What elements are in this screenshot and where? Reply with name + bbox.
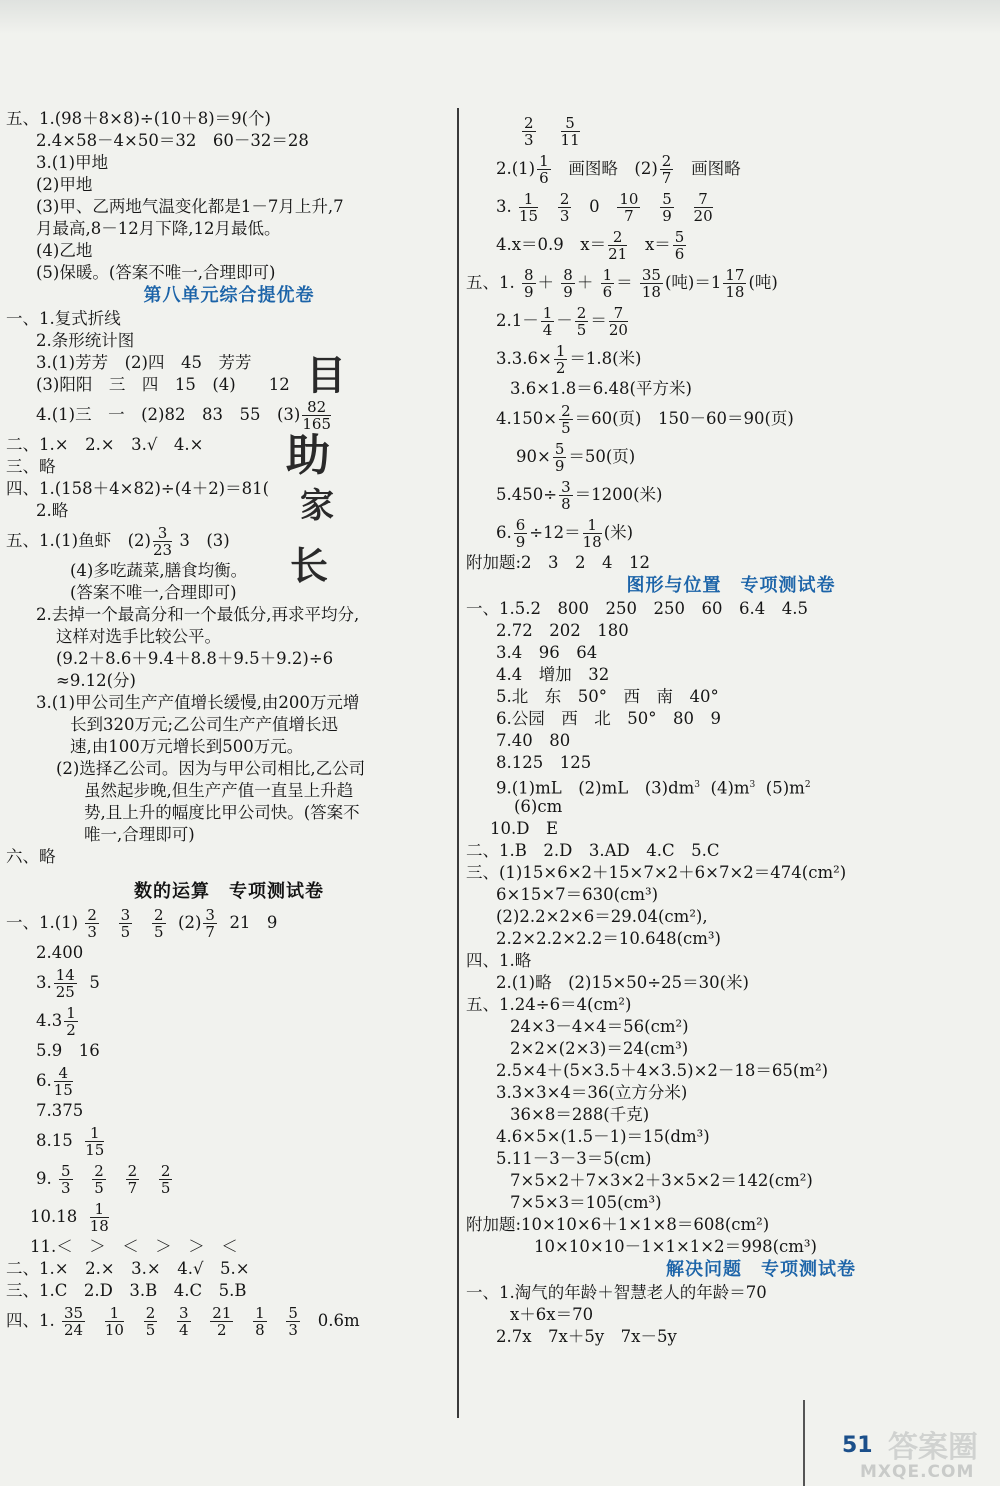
answer-text: 4.3 <box>36 1011 63 1030</box>
answer-line: 六、略 <box>6 847 56 866</box>
exponent: 3 <box>749 780 756 790</box>
fraction <box>660 153 674 186</box>
answer-text: 4.x＝0.9 x＝ <box>496 235 607 254</box>
answer-line: 2.去掉一个最高分和一个最低分,再求平均分, <box>36 605 360 624</box>
numerator: 21 <box>212 1304 232 1322</box>
answer-line <box>6 1002 452 1040</box>
answer-line: 附加题:10×10×6＋1×1×8＝608(cm²) <box>466 1215 770 1234</box>
numerator: 5 <box>554 440 565 458</box>
denominator: 20 <box>693 207 713 225</box>
numerator: 82 <box>302 399 331 416</box>
answer-line: 2.(1)略 (2)15×50÷25＝30(米) <box>496 973 749 992</box>
fraction <box>286 1305 300 1338</box>
answer-text: 画图略 <box>691 159 741 178</box>
answer-line <box>6 1198 452 1236</box>
section-title: 数的运算 专项测试卷 <box>134 881 324 902</box>
numerator: 3 <box>153 525 172 542</box>
answer-line: 3.4 96 64 <box>496 643 598 662</box>
numerator: 2 <box>608 229 627 246</box>
answer-text: 4.150× <box>496 409 558 428</box>
fraction <box>608 229 627 262</box>
denominator: 3 <box>61 1179 71 1197</box>
numerator: 2 <box>524 114 534 132</box>
answer-line: 3.(1)甲地 <box>36 153 109 172</box>
answer-line: 8.125 125 <box>496 753 592 772</box>
answer-line: 速,由100万元增长到500万元。 <box>70 737 304 756</box>
answer-line: 3.(1)芳芳 (2)四 45 芳芳 <box>36 353 252 372</box>
answer-line: 10×10×10－1×1×1×2＝998(cm³) <box>534 1237 817 1256</box>
answer-line: 3.(1)甲公司生产产值增长缓慢,由200万元增 <box>36 693 360 712</box>
answer-text: 6. <box>496 523 512 542</box>
answer-line: 三、(1)15×6×2＋15×7×2＋6×7×2＝474(cm²) <box>466 863 847 882</box>
denominator: 15 <box>85 1141 105 1159</box>
answer-text: 10.18 <box>30 1207 78 1226</box>
denominator: 7 <box>661 169 672 187</box>
answer-line: (5)保暖。(答案不唯一,合理即可) <box>36 263 276 282</box>
numerator: 1 <box>555 342 566 360</box>
section-title: 第八单元综合提优卷 <box>143 285 315 306</box>
answer-line <box>6 1062 452 1100</box>
answer-text: 五、1.(1)鱼虾 (2) <box>6 531 151 550</box>
denominator: 5 <box>120 923 131 941</box>
fraction <box>561 267 575 300</box>
section-title: 图形与位置 专项测试卷 <box>626 575 836 596</box>
answer-text: 3 (3) <box>179 531 230 550</box>
answer-line <box>6 522 452 560</box>
fraction <box>85 907 99 940</box>
denominator: 7 <box>127 1179 138 1197</box>
answer-text: 9. <box>36 1169 52 1188</box>
denominator: 18 <box>641 283 661 301</box>
denominator: 6 <box>602 283 613 301</box>
handwritten-mark: 家 <box>300 486 334 526</box>
answer-line: (答案不唯一,合理即可) <box>70 583 237 602</box>
answer-line <box>466 150 996 188</box>
answer-line: 2.条形统计图 <box>36 331 135 350</box>
answer-line: 一、1.5.2 800 250 250 60 6.4 4.5 <box>466 599 808 618</box>
answer-line: 三、略 <box>6 457 56 476</box>
answer-line: (3)阳阳 三 四 15 (4) 12 <box>36 375 290 394</box>
answer-line: 月最高,8－12月下降,12月最低。 <box>36 219 281 238</box>
answer-text: ＝1200(米) <box>574 485 663 504</box>
denominator: 18 <box>582 533 602 551</box>
answer-line: 7.40 80 <box>496 731 571 750</box>
denominator: 2 <box>66 1021 76 1039</box>
answer-text: 21 9 <box>229 913 278 932</box>
answer-text: ÷12＝ <box>529 523 581 542</box>
fraction <box>561 115 580 148</box>
answer-line: 2.2×2.2×2.2＝10.648(cm³) <box>496 929 721 948</box>
fraction <box>54 1065 73 1098</box>
page-number: 51 <box>842 1433 873 1458</box>
answer-line <box>466 226 996 264</box>
numerator: 2 <box>127 1162 138 1180</box>
answer-line <box>466 438 996 476</box>
answer-text: 0 <box>589 197 600 216</box>
fraction <box>90 1201 109 1234</box>
numerator: 1 <box>539 152 549 170</box>
answer-text: 90× <box>516 447 551 466</box>
fraction <box>210 1305 233 1338</box>
numerator: 4 <box>54 1065 73 1082</box>
answer-line: (6)cm <box>514 797 563 816</box>
exponent: 2 <box>804 780 811 790</box>
numerator: 10 <box>619 190 639 208</box>
fraction <box>553 441 567 474</box>
denominator: 8 <box>561 495 571 513</box>
answer-text: 3. <box>36 973 52 992</box>
answer-line: 3.6×1.8＝6.48(平方米) <box>510 379 692 398</box>
fraction <box>85 1125 104 1158</box>
answer-line: 这样对选手比较公平。 <box>56 627 221 646</box>
numerator: 3 <box>561 478 571 496</box>
numerator: 1 <box>105 1305 124 1322</box>
numerator: 1 <box>602 266 613 284</box>
fraction <box>119 907 133 940</box>
answer-text: (米) <box>603 523 634 542</box>
answer-line: (9.2＋8.6＋9.4＋8.8＋9.5＋9.2)÷6 <box>56 649 334 668</box>
numerator: 35 <box>641 266 661 284</box>
denominator: 165 <box>302 415 331 433</box>
denominator: 5 <box>94 1179 104 1197</box>
answer-line: 四、1.略 <box>466 951 532 970</box>
answer-line <box>466 514 996 552</box>
fraction <box>541 305 555 338</box>
denominator: 8 <box>255 1321 265 1339</box>
answer-text: 一、1.(1) <box>6 913 79 932</box>
denominator: 5 <box>145 1321 156 1339</box>
fraction <box>601 267 615 300</box>
fraction <box>537 153 551 186</box>
answer-text: 4.(1)三 一 (2)82 83 55 (3) <box>36 405 301 424</box>
denominator: 2 <box>217 1321 227 1339</box>
denominator: 4 <box>178 1321 189 1339</box>
answer-line: 4.6×5×(1.5－1)＝15(dm³) <box>496 1127 710 1146</box>
answer-line: 36×8＝288(千克) <box>510 1105 650 1124</box>
denominator: 9 <box>554 457 565 475</box>
numerator: 7 <box>694 191 713 208</box>
numerator: 1 <box>519 191 538 208</box>
numerator: 14 <box>55 966 75 984</box>
answer-line <box>466 476 996 514</box>
answer-line: 三、1.C 2.D 3.B 4.C 5.B <box>6 1281 247 1300</box>
denominator: 4 <box>542 321 553 339</box>
fraction <box>559 479 573 512</box>
page-top-shadow <box>0 0 1000 34</box>
answer-line: (4)乙地 <box>36 241 93 260</box>
denominator: 20 <box>608 321 628 339</box>
answer-text: 2.1－ <box>496 311 539 330</box>
answer-line: 2.略 <box>36 501 69 520</box>
fraction <box>159 1163 173 1196</box>
answer-line: 2×2×(2×3)＝24(cm³) <box>510 1039 689 1058</box>
answer-line: 2.1－ $\frac{1}{4}$ － $\frac{2}{5}$ ＝ $\frac{7}{20}$ <box>496 304 628 339</box>
fraction <box>105 1305 124 1338</box>
answer-line: 虽然起步晚,但生产产值一直呈上升趋 <box>84 781 354 800</box>
fraction <box>559 403 573 436</box>
denominator: 5 <box>160 1179 171 1197</box>
fraction <box>609 305 628 338</box>
fraction <box>617 191 640 224</box>
answer-line: 势,且上升的幅度比甲公司快。(答案不 <box>84 803 360 822</box>
denominator: 3 <box>288 1321 298 1339</box>
answer-line: (4)多吃蔬菜,膳食均衡。 <box>70 561 248 580</box>
answer-line: ≈9.12(分) <box>56 671 136 690</box>
fraction <box>177 1305 191 1338</box>
answer-line <box>466 400 996 438</box>
numerator: 2 <box>145 1304 156 1322</box>
fraction <box>126 1163 140 1196</box>
numerator: 1 <box>90 1201 109 1218</box>
watermark-logo: 答案圈 <box>888 1430 978 1465</box>
numerator: 3 <box>205 906 215 924</box>
answer-line: 7×5×3＝105(cm³) <box>510 1193 662 1212</box>
answer-line <box>6 1302 452 1340</box>
numerator: 1 <box>255 1304 265 1322</box>
fraction <box>302 399 331 432</box>
fraction <box>203 907 217 940</box>
numerator: 1 <box>583 517 602 534</box>
answer-line: 2.400 <box>36 943 84 962</box>
denominator: 15 <box>53 1081 73 1099</box>
handwritten-mark: 长 <box>290 544 329 588</box>
fraction <box>673 229 687 262</box>
numerator: 5 <box>561 115 580 132</box>
answer-line: 10.D E <box>490 819 559 838</box>
numerator: 8 <box>524 266 534 284</box>
answer-line: 7.375 <box>36 1101 84 1120</box>
answer-text: x＝ <box>644 235 671 254</box>
answer-line: 一、1.复式折线 <box>6 309 121 328</box>
answer-line: 6.公园 西 北 50° 80 9 <box>496 709 721 728</box>
denominator: 9 <box>515 533 526 551</box>
answer-line: (3)甲、乙两地气温变化都是1－7月上升,7 <box>36 197 344 216</box>
fraction <box>253 1305 267 1338</box>
answer-line: 6×15×7＝630(cm³) <box>496 885 659 904</box>
answer-line: 7×5×2＋7×3×2＋3×5×2＝142(cm²) <box>510 1171 813 1190</box>
answer-line: (2)2.2×2×6＝29.04(cm²), <box>496 907 708 926</box>
answer-line: (2)选择乙公司。因为与甲公司相比,乙公司 <box>56 759 366 778</box>
answer-text: 2.(1) <box>496 159 536 178</box>
fraction <box>583 517 602 550</box>
answer-text: ＝50(页) <box>568 447 636 466</box>
right-column <box>466 112 996 1348</box>
denominator: 10 <box>104 1321 124 1339</box>
answer-line: 二、1.× 2.× 3.× 4.√ 5.× <box>6 1259 250 1278</box>
answer-text: ＝1.8(米) <box>569 349 642 368</box>
numerator: 5 <box>61 1162 71 1180</box>
numerator: 2 <box>576 304 587 322</box>
denominator: 2 <box>555 359 566 377</box>
denominator: 24 <box>64 1321 84 1339</box>
numerator: 8 <box>563 266 573 284</box>
denominator: 15 <box>519 207 539 225</box>
answer-line <box>466 774 996 796</box>
answer-line: 长到320万元;乙公司生产产值增长迅 <box>70 715 339 734</box>
denominator: 6 <box>539 169 549 187</box>
answer-text: 6. <box>36 1071 52 1090</box>
section-title: 解决问题 专项测试卷 <box>666 1259 856 1280</box>
answer-line <box>6 904 452 942</box>
numerator: 17 <box>725 266 745 284</box>
answer-line: (2)甲地 <box>36 175 93 194</box>
answer-line <box>6 396 452 434</box>
answer-line: 二、1.× 2.× 3.√ 4.× <box>6 435 204 454</box>
numerator: 3 <box>120 906 131 924</box>
answer-line <box>6 1122 452 1160</box>
answer-text: 3.3.6× <box>496 349 552 368</box>
exponent: 3 <box>694 780 701 790</box>
answer-text: (吨) <box>748 273 778 292</box>
answer-text: ＝60(页) 150－60＝90(页) <box>574 409 794 428</box>
fraction <box>723 267 746 300</box>
fraction <box>64 1005 78 1038</box>
answer-line: 3.3×3×4＝36(立方分米) <box>496 1083 688 1102</box>
denominator: 3 <box>87 923 97 941</box>
answer-line <box>466 188 996 226</box>
answer-line: 24×3－4×4＝56(cm²) <box>510 1017 689 1036</box>
numerator: 1 <box>66 1004 76 1022</box>
fraction <box>640 267 663 300</box>
denominator: 7 <box>624 207 634 225</box>
denominator: 18 <box>725 283 745 301</box>
fraction <box>694 191 713 224</box>
denominator: 3 <box>559 207 570 225</box>
denominator: 3 <box>524 131 534 149</box>
handwritten-mark: 目 <box>306 353 346 399</box>
fraction <box>54 967 77 1000</box>
answer-text: (5)m <box>765 778 805 798</box>
fraction <box>522 115 536 148</box>
fraction <box>92 1163 106 1196</box>
numerator: 3 <box>178 1304 189 1322</box>
denominator: 25 <box>55 983 75 1001</box>
answer-line: x＋6x＝70 <box>510 1305 594 1324</box>
fraction <box>152 907 166 940</box>
answer-line: 2.4×58－4×50＝32 60－32＝28 <box>36 131 309 150</box>
numerator: 2 <box>561 402 571 420</box>
numerator: 7 <box>609 305 628 322</box>
answer-text: 8.15 <box>36 1131 73 1150</box>
answer-text: 3. <box>496 197 512 216</box>
answer-line: 11.＜ ＞ ＜ ＞ ＞ ＜ <box>30 1237 238 1256</box>
answer-text: 9.(1)mL (2)mL (3)dm <box>496 778 695 798</box>
answer-text: (2) <box>178 913 202 932</box>
answer-text: 五、1. <box>466 273 515 292</box>
fraction <box>554 343 568 376</box>
answer-text: 5 <box>89 973 100 992</box>
denominator: 9 <box>662 207 672 225</box>
fraction <box>575 305 589 338</box>
answer-line: 2.72 202 180 <box>496 621 629 640</box>
fraction <box>59 1163 73 1196</box>
answer-line: 五、1. $\frac{8}{9}$ ＋ $\frac{8}{9}$ ＋ $\frac{1}{6}$ ＝ $\frac{35}{18}$ (吨)＝1 $\frac{17}{18}$ (吨) <box>466 266 778 301</box>
handwritten-mark: 助 <box>286 430 330 481</box>
numerator: 2 <box>153 906 164 924</box>
numerator: 2 <box>661 152 672 170</box>
numerator: 2 <box>94 1162 104 1180</box>
fraction <box>514 517 528 550</box>
denominator: 18 <box>89 1217 109 1235</box>
numerator: 5 <box>674 228 685 246</box>
answer-line: 四、1.(158＋4×82)÷(4＋2)＝81( <box>6 479 270 498</box>
answer-line: 5.11－3－3＝5(cm) <box>496 1149 652 1168</box>
answer-text: 画图略 (2) <box>568 159 658 178</box>
answer-text: (4)m <box>710 778 750 798</box>
column-divider <box>457 108 459 1418</box>
left-column <box>6 108 452 1340</box>
numerator: 1 <box>85 1125 104 1142</box>
answer-line: 2.5×4＋(5×3.5＋4×3.5)×2－18＝65(m²) <box>496 1061 829 1080</box>
answer-line: 4.4 增加 32 <box>496 665 610 684</box>
fraction <box>660 191 674 224</box>
answer-text: 5.450÷ <box>496 485 558 504</box>
denominator: 9 <box>524 283 534 301</box>
numerator: 2 <box>160 1162 171 1180</box>
answer-line: 五、1.24÷6＝4(cm²) <box>466 995 632 1014</box>
numerator: 35 <box>64 1304 84 1322</box>
answer-line: 五、1.(98＋8×8)÷(10＋8)＝9(个) <box>6 109 271 128</box>
fraction <box>153 525 172 558</box>
answer-line: 附加题:2 3 2 4 12 <box>466 553 651 572</box>
answer-line <box>6 1160 452 1198</box>
answer-line: 5.9 16 <box>36 1041 100 1060</box>
answer-line: 2.7x 7x＋5y 7x－5y <box>496 1327 677 1346</box>
denominator: 21 <box>608 245 628 263</box>
denominator: 5 <box>576 321 587 339</box>
corner-divider <box>803 1400 805 1486</box>
numerator: 6 <box>515 516 526 534</box>
denominator: 5 <box>561 419 571 437</box>
denominator: 5 <box>153 923 164 941</box>
denominator: 6 <box>674 245 685 263</box>
answer-line <box>6 964 452 1002</box>
numerator: 1 <box>542 304 553 322</box>
answer-line: 一、1.淘气的年龄＋智慧老人的年龄＝70 <box>466 1283 767 1302</box>
numerator: 2 <box>87 906 97 924</box>
denominator: 7 <box>205 923 215 941</box>
answer-line: 二、1.B 2.D 3.AD 4.C 5.C <box>466 841 720 860</box>
answer-line: 唯一,合理即可) <box>84 825 195 844</box>
numerator: 5 <box>662 190 672 208</box>
answer-line <box>466 340 996 378</box>
numerator: 2 <box>559 190 570 208</box>
fraction <box>144 1305 158 1338</box>
denominator: 23 <box>153 541 173 559</box>
answer-line: 5.北 东 50° 西 南 40° <box>496 687 719 706</box>
watermark-url: MXQE.COM <box>860 1462 975 1482</box>
fraction <box>519 191 538 224</box>
denominator: 11 <box>560 131 580 149</box>
answer-line <box>466 112 996 150</box>
numerator: 5 <box>288 1304 298 1322</box>
answer-text: 四、1. <box>6 1311 55 1330</box>
answer-text: 0.6m <box>317 1311 360 1330</box>
answer-text: (吨)＝1 <box>664 273 722 292</box>
fraction <box>522 267 536 300</box>
denominator: 9 <box>563 283 573 301</box>
fraction <box>62 1305 85 1338</box>
fraction <box>558 191 572 224</box>
